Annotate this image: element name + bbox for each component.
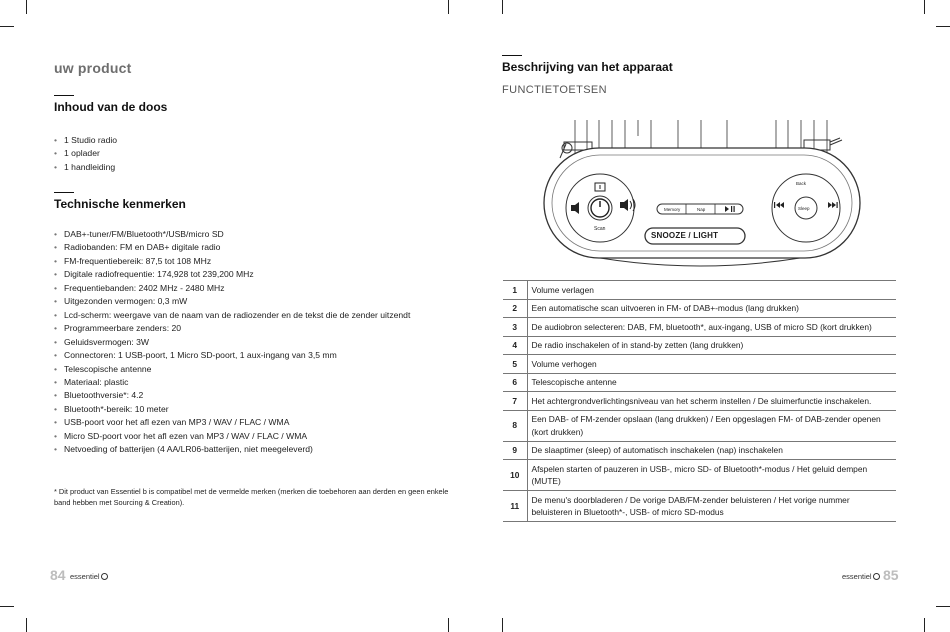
crop-mark [924,618,925,632]
crop-mark [26,0,27,14]
table-row [503,355,896,374]
list-item: • Connectoren: 1 USB-poort, 1 Micro SD-poort, 1 aux-ingang van 3,5 mm [54,349,410,362]
title-rule [54,95,74,96]
crop-mark [502,0,503,14]
snooze-light-button-label: SNOOZE / LIGHT [651,231,719,240]
row-number: 1 [503,281,527,300]
row-text: Afspelen starten of pauzeren in USB-, micro SD- of Bluetooth*-modus / Het geluid dempen (MUTE) [527,460,896,491]
box-contents-list [54,134,117,174]
section-title-box-contents [54,100,167,114]
crop-mark [26,618,27,632]
list-item: • Bluetooth*-bereik: 10 meter [54,403,410,416]
crop-mark [936,606,950,607]
list-item: • Micro SD-poort voor het afl ezen van MP3 / WAV / FLAC / WMA [54,430,410,443]
list-item: • Lcd-scherm: weergave van de naam van de radiozender en de tekst die de zender uitzendt [54,309,410,322]
brand-logo [70,572,108,581]
specs-list [54,228,410,457]
list-item: • 1 Studio radio [54,134,117,147]
row-text: De audiobron selecteren: DAB, FM, bluetooth*, aux-ingang, USB of micro SD (kort drukken) [527,318,896,337]
table-row [503,336,896,355]
section-title-text: Inhoud van de doos [54,100,168,114]
list-item: • FM-frequentiebereik: 87,5 tot 108 MHz [54,255,410,268]
title-rule [54,192,74,193]
table-row [503,460,896,491]
title-rule [502,55,522,56]
crop-mark [448,0,449,14]
radio-illustration [540,112,870,282]
row-number: 10 [503,460,527,491]
row-text: De radio inschakelen of in stand-by zetten (lang drukken) [527,336,896,355]
back-button-label: Back [796,181,807,186]
brand-name: essentiel [70,572,100,581]
row-number: 3 [503,318,527,337]
list-item: • Frequentiebanden: 2402 MHz - 2480 MHz [54,282,410,295]
list-item: • Bluetoothversie*: 4.2 [54,389,410,402]
table-row [503,373,896,392]
list-item: • Radiobanden: FM en DAB+ digitale radio [54,241,410,254]
footnote: * Dit product van Essentiel b is compatibel met de vermelde merken (merken die toebehoren aan derden en geen enkele band hebben met Sourcing & Creation). [54,487,449,507]
crop-mark [448,618,449,632]
page-number: 84 [50,567,66,583]
memory-button-label: Memory [664,207,681,212]
table-row [503,441,896,460]
row-text: De slaaptimer (sleep) of automatisch inschakelen (nap) inschakelen [527,441,896,460]
list-item: • DAB+-tuner/FM/Bluetooth*/USB/micro SD [54,228,410,241]
list-item: • USB-poort voor het afl ezen van MP3 / WAV / FLAC / WMA [54,416,410,429]
page-number: 85 [883,567,899,583]
section-title-text: Technische kenmerken [54,197,186,211]
page-title: uw product [54,60,132,76]
list-item: • 1 oplader [54,147,117,160]
crop-mark [936,26,950,27]
brand-icon [101,573,108,580]
table-row [503,299,896,318]
list-item: • Programmeerbare zenders: 20 [54,322,410,335]
table-row [503,281,896,300]
brand-name: essentiel [842,572,872,581]
subheading: FUNCTIETOETSEN [502,84,608,96]
table-row [503,410,896,441]
row-number: 5 [503,355,527,374]
list-item: • Materiaal: plastic [54,376,410,389]
row-number: 9 [503,441,527,460]
row-text: Telescopische antenne [527,373,896,392]
section-title-description [502,60,673,74]
crop-mark [502,618,503,632]
row-text: Volume verlagen [527,281,896,300]
row-number: 4 [503,336,527,355]
row-number: 8 [503,410,527,441]
row-number: 6 [503,373,527,392]
row-text: De menu's doorbladeren / De vorige DAB/FM-zender beluisteren / Het vorige nummer beluisteren in Bluetooth*-, USB- of micro SD-modus [527,491,896,522]
table-row [503,318,896,337]
row-text: Een automatische scan uitvoeren in FM- of DAB+-modus (lang drukken) [527,299,896,318]
list-item: • Telescopische antenne [54,363,410,376]
brand-icon [873,573,880,580]
section-title-specs [54,197,186,211]
crop-mark [0,606,14,607]
row-number: 2 [503,299,527,318]
list-item: • Digitale radiofrequentie: 174,928 tot 239,200 MHz [54,268,410,281]
list-item: • Netvoeding of batterijen (4 AA/LR06-batterijen, niet meegeleverd) [54,443,410,456]
table-row [503,491,896,522]
list-item: • Uitgezonden vermogen: 0,3 mW [54,295,410,308]
row-text: Volume verhogen [527,355,896,374]
row-number: 7 [503,392,527,411]
crop-mark [924,0,925,14]
row-number: 11 [503,491,527,522]
scan-button-label: Scan [594,226,606,232]
row-text: Een DAB- of FM-zender opslaan (lang drukken) / Een opgeslagen FM- of DAB-zender openen (kort drukken) [527,410,896,441]
radio-drawing [540,112,870,277]
crop-mark [0,26,14,27]
list-item: • Geluidsvermogen: 3W [54,336,410,349]
row-text: Het achtergrondverlichtingsniveau van het scherm instellen / De sluimerfunctie inschakelen. [527,392,896,411]
section-title-text: Beschrijving van het apparaat [502,60,673,74]
nap-button-label: Nap [697,207,706,212]
function-table [503,280,896,522]
table-row [503,392,896,411]
brand-logo [842,572,880,581]
list-item: • 1 handleiding [54,161,117,174]
sleep-button-label: Sleep [798,206,810,211]
